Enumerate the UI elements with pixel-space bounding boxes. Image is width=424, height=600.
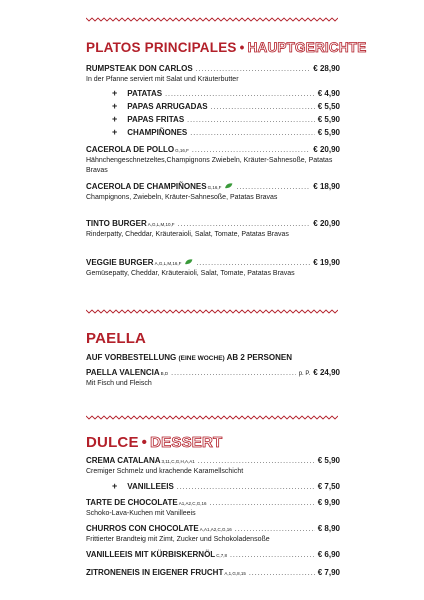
dot-leader — [187, 117, 315, 124]
item-name: RUMPSTEAK DON CARLOS — [86, 64, 193, 73]
dot-leader — [209, 500, 314, 507]
allergen-codes: G,16,F — [207, 185, 222, 190]
item-price: € 8,90 — [317, 524, 340, 533]
item-description: Cremiger Schmelz und krachende Karamellschicht — [86, 468, 244, 475]
paella-list — [86, 368, 340, 398]
title-alt: DESSERT — [150, 434, 223, 451]
dot-leader — [230, 552, 315, 559]
menu-item — [86, 498, 340, 519]
item-description: Frittierter Brandteig mit Zimt, Zucker und Schokoladensoße — [86, 536, 270, 543]
allergen-codes: C,7,8 — [216, 553, 227, 558]
menu-item — [86, 145, 340, 175]
allergen-codes: 3,11,C,G,H,A,A1 — [161, 459, 195, 464]
item-description: Hähnchengeschnetzeltes,Champignons Zwiebeln, Kräuter-Sahnesoße, Patatas Bravas — [86, 157, 333, 174]
dot-leader — [192, 147, 310, 154]
plus-sign: + — [112, 127, 118, 137]
title-main: PLATOS PRINCIPALES — [86, 40, 237, 55]
platos-list — [86, 64, 340, 304]
item-price: € 9,90 — [317, 498, 340, 507]
dot-leader — [211, 104, 315, 111]
dot-leader — [196, 66, 311, 73]
item-name: TARTE DE CHOCOLATE — [86, 498, 178, 507]
menu-item — [86, 568, 340, 577]
plus-sign: + — [112, 481, 118, 491]
dulce-list — [86, 456, 340, 596]
item-name: VANILLEEIS MIT KÜRBISKERNÖL — [86, 550, 216, 559]
extra-name: CHAMPIÑONES — [127, 128, 188, 137]
title-alt: HAUPTGERICHTE — [247, 40, 367, 55]
per-person-label: p. P. — [298, 371, 311, 377]
dot-leader — [165, 91, 315, 98]
menu-item — [86, 219, 340, 240]
menu-item — [86, 258, 340, 279]
leaf-icon — [224, 183, 233, 189]
item-description: In der Pfanne serviert mit Salat und Kräuterbutter — [86, 76, 239, 83]
extra-item — [112, 88, 340, 98]
extra-item — [112, 481, 340, 491]
note-part: (EINE WOCHE) — [178, 355, 225, 362]
dot-leader — [177, 484, 315, 491]
section-title-paella: PAELLA — [86, 330, 147, 347]
item-name: VEGGIE BURGER — [86, 258, 154, 267]
item-name: TINTO BURGER — [86, 219, 147, 228]
item-price: € 5,90 — [317, 456, 340, 465]
item-price: € 20,90 — [313, 145, 340, 154]
allergen-codes: A,A1,A2,C,G,16 — [199, 527, 232, 532]
extra-price: € 7,50 — [317, 482, 340, 491]
item-price: € 18,90 — [313, 182, 340, 191]
item-price: € 6,90 — [317, 550, 340, 559]
menu-item — [86, 456, 340, 477]
menu-item — [86, 524, 340, 545]
dot-leader — [196, 260, 310, 267]
item-name: CHURROS CON CHOCOLATE — [86, 524, 199, 533]
plus-sign: + — [112, 88, 118, 98]
allergen-codes: A1,A2,C,G,16 — [178, 501, 207, 506]
title-separator: • — [239, 40, 245, 55]
allergen-codes: B,D — [160, 371, 169, 376]
extra-price: € 5,90 — [317, 115, 340, 124]
item-price: € 7,90 — [317, 568, 340, 577]
zigzag-divider-lower — [86, 414, 338, 422]
allergen-codes: A,G,L,M,10,F — [147, 222, 175, 227]
paella-note — [86, 353, 340, 362]
dot-leader — [249, 570, 315, 577]
item-price: € 19,90 — [313, 258, 340, 267]
item-description: Schoko-Lava-Kuchen mit Vanilleeis — [86, 510, 196, 517]
item-description: Champignons, Zwiebeln, Kräuter-Sahnesoße, Patatas Bravas — [86, 194, 278, 201]
title-separator: • — [141, 434, 148, 451]
extra-item — [112, 114, 340, 124]
item-name: CREMA CATALANA — [86, 456, 161, 465]
menu-item — [86, 182, 340, 203]
item-description: Gemüsepatty, Cheddar, Kräuteraioli, Salat, Tomate, Patatas Bravas — [86, 270, 295, 277]
extra-name: VANILLEEIS — [127, 482, 174, 491]
leaf-icon — [184, 259, 193, 265]
extra-name: PATATAS — [127, 89, 163, 98]
item-price: € 20,90 — [313, 219, 340, 228]
extra-item — [112, 101, 340, 111]
zigzag-divider-top — [86, 16, 338, 24]
extra-price: € 4,90 — [317, 89, 340, 98]
allergen-codes: A,G,L,M,16,F — [154, 261, 182, 266]
dot-leader — [235, 526, 315, 533]
dot-leader — [198, 458, 315, 465]
zigzag-divider-middle — [86, 308, 338, 316]
plus-sign: + — [112, 101, 118, 111]
section-paella — [86, 330, 340, 362]
item-description: Mit Fisch und Fleisch — [86, 380, 152, 387]
extra-item — [112, 127, 340, 137]
item-price: € 24,90 — [313, 368, 340, 377]
item-name: CACEROLA DE CHAMPIÑONES — [86, 182, 207, 191]
title-main: DULCE — [86, 434, 139, 451]
menu-item — [86, 64, 340, 85]
item-price: € 28,90 — [313, 64, 340, 73]
allergen-codes: A,1,G,8,15 — [224, 571, 246, 576]
menu-item — [86, 550, 340, 559]
item-name: PAELLA VALENCIA — [86, 368, 160, 377]
note-part: AUF VORBESTELLUNG — [86, 353, 177, 362]
section-platos — [86, 40, 367, 55]
allergen-codes: G,16,F — [175, 148, 189, 153]
extra-name: PAPAS ARRUGADAS — [127, 102, 208, 111]
dot-leader — [190, 130, 314, 137]
section-dulce — [86, 434, 340, 451]
note-part: AB 2 PERSONEN — [226, 353, 292, 362]
item-name: CACEROLA DE POLLO — [86, 145, 175, 154]
dot-leader — [236, 184, 310, 191]
section-title-platos — [86, 40, 367, 55]
extra-price: € 5,50 — [317, 102, 340, 111]
section-title-dulce — [86, 434, 340, 451]
dot-leader — [178, 221, 311, 228]
item-name: ZITRONENEIS IN EIGENER FRUCHT — [86, 568, 224, 577]
extra-name: PAPAS FRITAS — [127, 115, 185, 124]
item-description: Rinderpatty, Cheddar, Kräuteraioli, Salat, Tomate, Patatas Bravas — [86, 231, 289, 238]
extra-price: € 5,90 — [317, 128, 340, 137]
menu-item — [86, 368, 340, 389]
dot-leader — [171, 370, 296, 377]
plus-sign: + — [112, 114, 118, 124]
